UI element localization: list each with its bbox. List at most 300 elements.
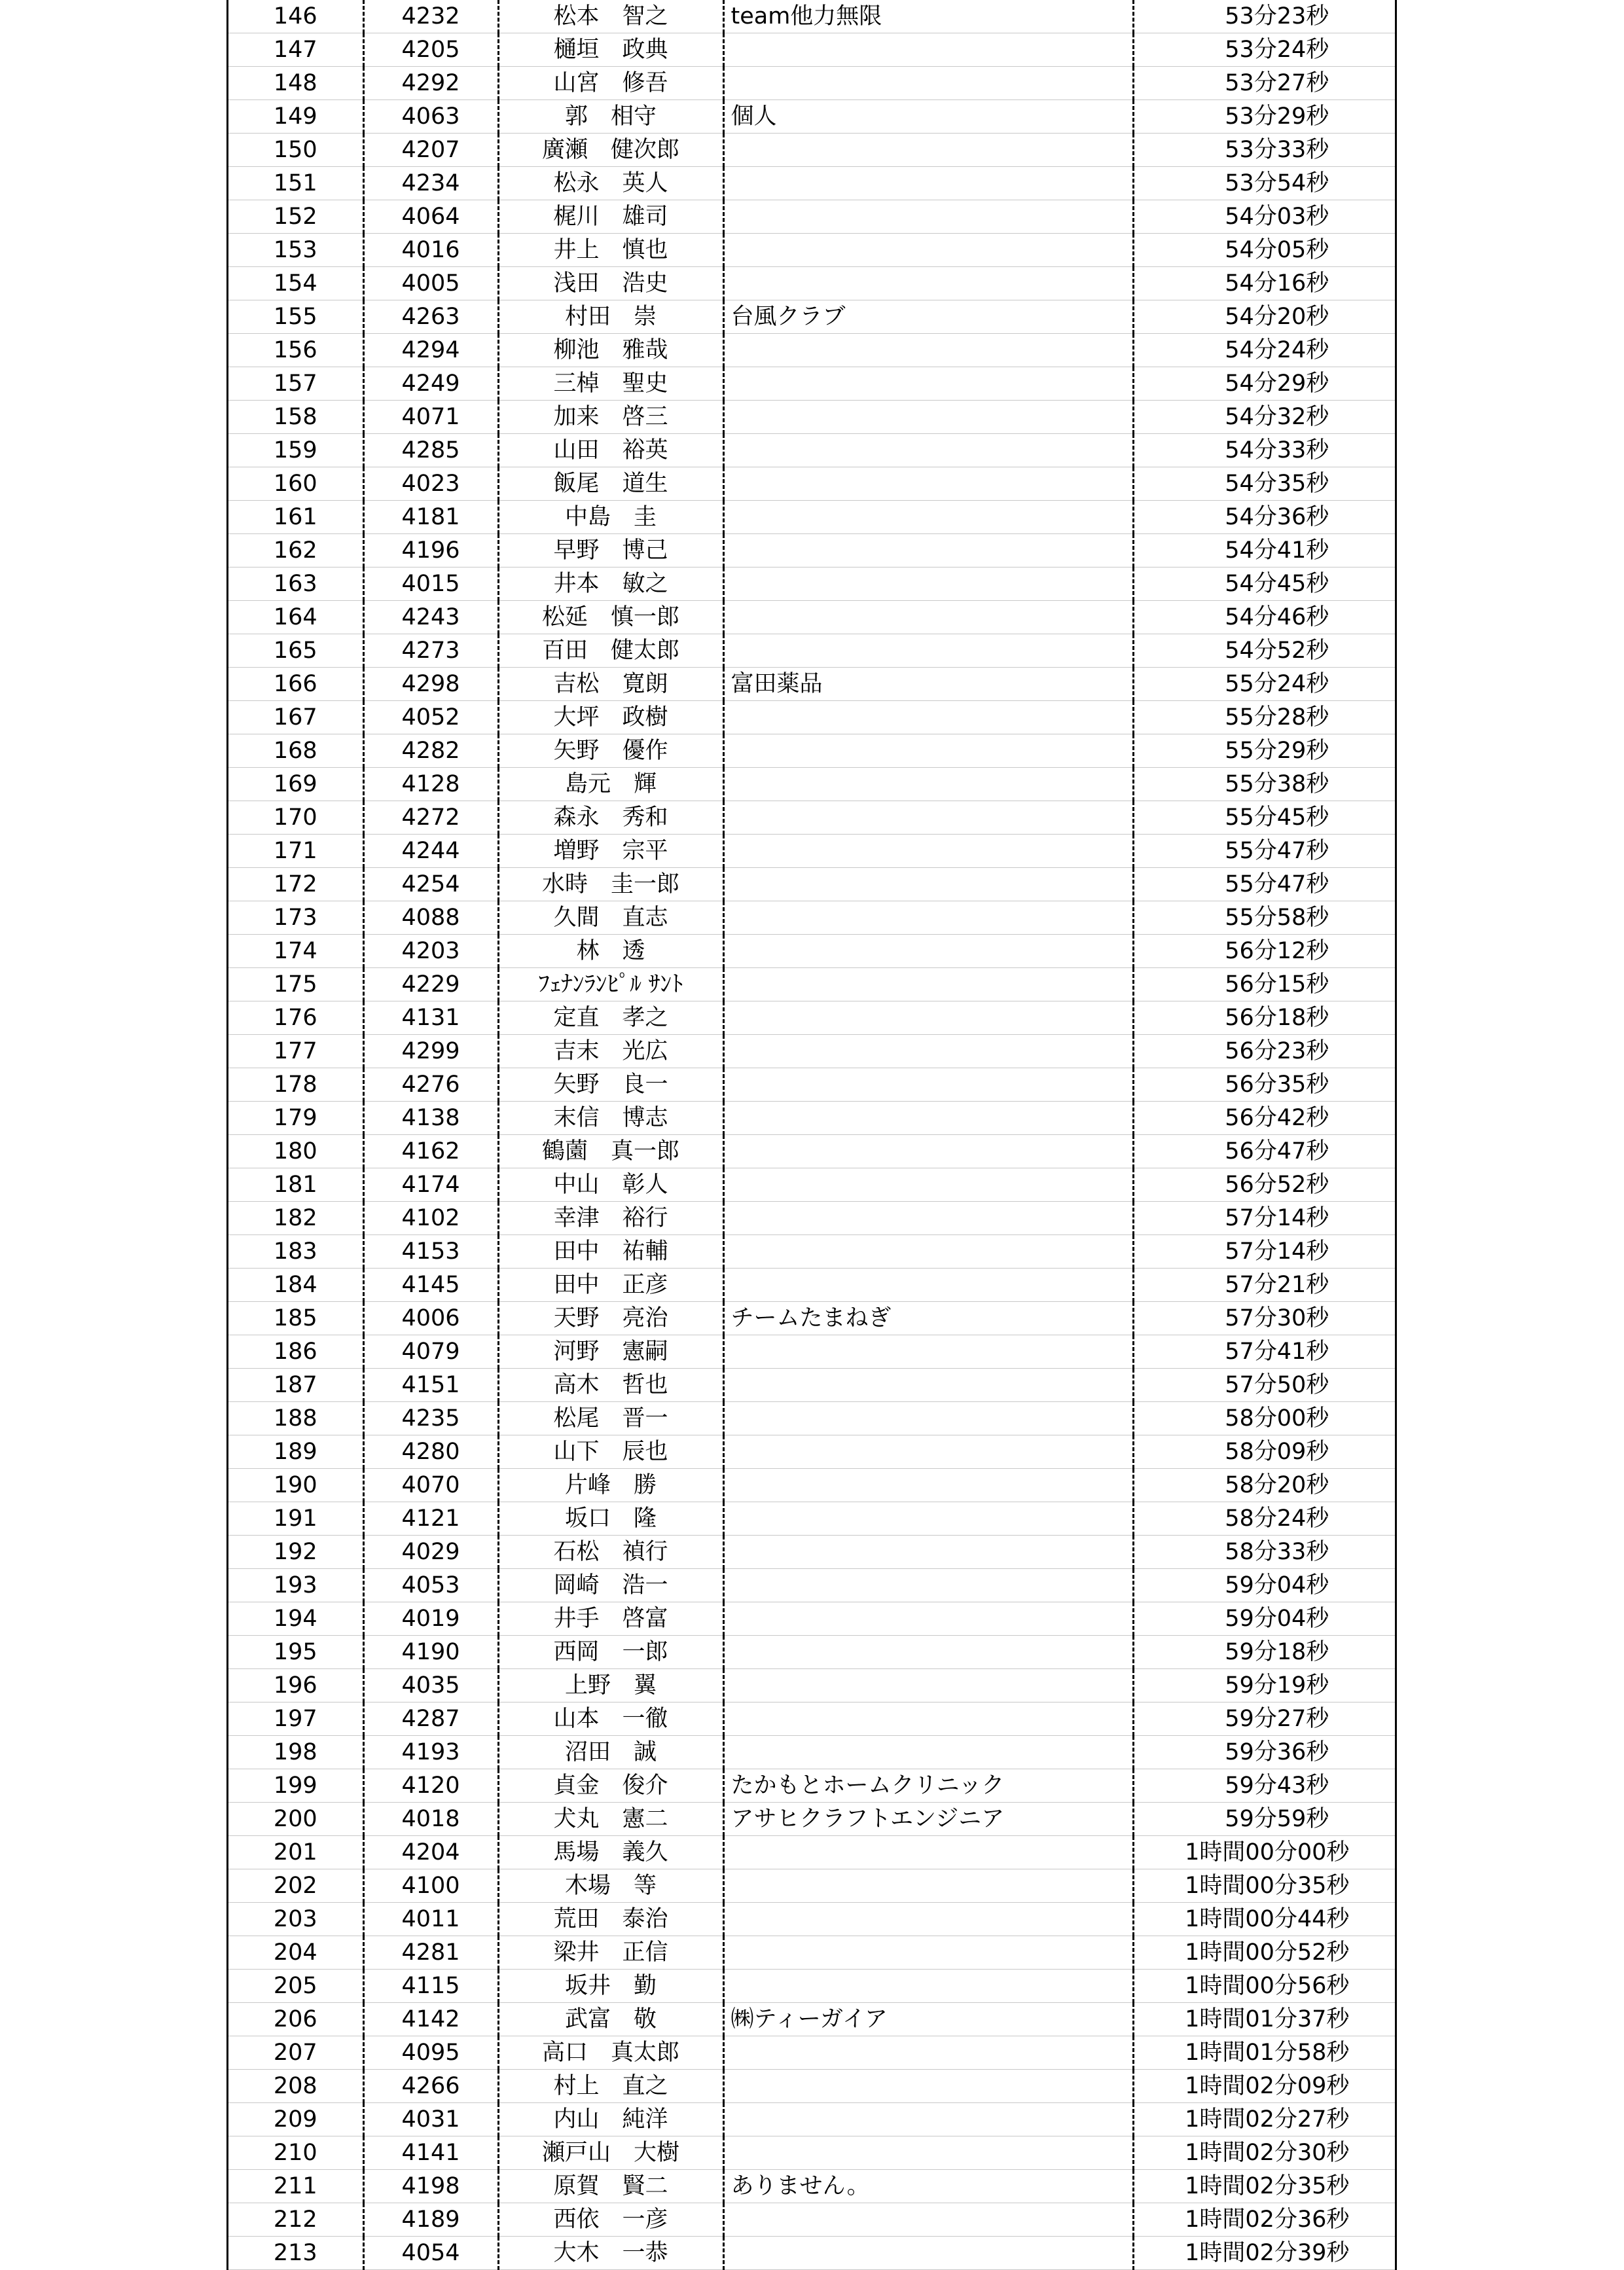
name-cell: 高口 真太郎 xyxy=(498,2036,723,2070)
time-cell: 1時間02分39秒 xyxy=(1133,2237,1395,2270)
table-row xyxy=(228,2003,1395,2036)
rank-cell: 149 xyxy=(228,100,363,134)
table-row xyxy=(228,1202,1395,1235)
time-cell: 54分24秒 xyxy=(1133,334,1395,367)
team-cell xyxy=(723,200,1133,234)
team-cell: 台風クラブ xyxy=(723,300,1133,334)
bib-cell: 4128 xyxy=(363,768,498,801)
team-cell xyxy=(723,534,1133,568)
bib-cell: 4052 xyxy=(363,701,498,734)
bib-cell: 4005 xyxy=(363,267,498,300)
table-row xyxy=(228,1970,1395,2003)
rank-cell: 170 xyxy=(228,801,363,835)
team-cell xyxy=(723,1001,1133,1035)
bib-cell: 4193 xyxy=(363,1736,498,1769)
table-row xyxy=(228,668,1395,701)
time-cell: 1時間02分27秒 xyxy=(1133,2103,1395,2136)
team-cell xyxy=(723,1736,1133,1769)
table-row xyxy=(228,968,1395,1001)
rank-cell: 209 xyxy=(228,2103,363,2136)
table-row xyxy=(228,100,1395,134)
team-cell xyxy=(723,1636,1133,1669)
rank-cell: 192 xyxy=(228,1536,363,1569)
table-row xyxy=(228,2136,1395,2170)
name-cell: 飯尾 道生 xyxy=(498,467,723,501)
bib-cell: 4287 xyxy=(363,1702,498,1736)
team-cell xyxy=(723,1970,1133,2003)
bib-cell: 4054 xyxy=(363,2237,498,2270)
table-row xyxy=(228,935,1395,968)
bib-cell: 4282 xyxy=(363,734,498,768)
team-cell: team他力無限 xyxy=(723,0,1133,33)
bib-cell: 4229 xyxy=(363,968,498,1001)
time-cell: 59分18秒 xyxy=(1133,1636,1395,1669)
name-cell: 石松 禎行 xyxy=(498,1536,723,1569)
time-cell: 1時間00分52秒 xyxy=(1133,1936,1395,1970)
table-row xyxy=(228,1736,1395,1769)
table-row xyxy=(228,1001,1395,1035)
team-cell: ありません。 xyxy=(723,2170,1133,2203)
team-cell xyxy=(723,1669,1133,1702)
name-cell: 水時 圭一郎 xyxy=(498,868,723,901)
rank-cell: 205 xyxy=(228,1970,363,2003)
time-cell: 59分19秒 xyxy=(1133,1669,1395,1702)
name-cell: 百田 健太郎 xyxy=(498,634,723,668)
name-cell: 吉末 光広 xyxy=(498,1035,723,1068)
rank-cell: 194 xyxy=(228,1602,363,1636)
name-cell: 西岡 一郎 xyxy=(498,1636,723,1669)
rank-cell: 199 xyxy=(228,1769,363,1803)
time-cell: 54分32秒 xyxy=(1133,401,1395,434)
time-cell: 1時間02分35秒 xyxy=(1133,2170,1395,2203)
bib-cell: 4272 xyxy=(363,801,498,835)
time-cell: 58分09秒 xyxy=(1133,1435,1395,1469)
name-cell: 山本 一徹 xyxy=(498,1702,723,1736)
name-cell: 柳池 雅哉 xyxy=(498,334,723,367)
name-cell: 浅田 浩史 xyxy=(498,267,723,300)
name-cell: 上野 翼 xyxy=(498,1669,723,1702)
rank-cell: 161 xyxy=(228,501,363,534)
table-row xyxy=(228,1235,1395,1269)
time-cell: 53分24秒 xyxy=(1133,33,1395,67)
team-cell xyxy=(723,234,1133,267)
table-row xyxy=(228,801,1395,835)
rank-cell: 176 xyxy=(228,1001,363,1035)
time-cell: 56分42秒 xyxy=(1133,1102,1395,1135)
bib-cell: 4153 xyxy=(363,1235,498,1269)
name-cell: 松延 慎一郎 xyxy=(498,601,723,634)
name-cell: 井上 慎也 xyxy=(498,234,723,267)
rank-cell: 188 xyxy=(228,1402,363,1435)
team-cell xyxy=(723,1402,1133,1435)
name-cell: 廣瀬 健次郎 xyxy=(498,134,723,167)
rank-cell: 165 xyxy=(228,634,363,668)
table-row xyxy=(228,2103,1395,2136)
table-row xyxy=(228,1869,1395,1903)
bib-cell: 4181 xyxy=(363,501,498,534)
bib-cell: 4035 xyxy=(363,1669,498,1702)
rank-cell: 204 xyxy=(228,1936,363,1970)
team-cell xyxy=(723,1168,1133,1202)
table-row xyxy=(228,67,1395,100)
name-cell: 幸津 裕行 xyxy=(498,1202,723,1235)
time-cell: 57分30秒 xyxy=(1133,1302,1395,1335)
time-cell: 54分35秒 xyxy=(1133,467,1395,501)
bib-cell: 4019 xyxy=(363,1602,498,1636)
bib-cell: 4235 xyxy=(363,1402,498,1435)
team-cell: たかもとホームクリニック xyxy=(723,1769,1133,1803)
name-cell: 末信 博志 xyxy=(498,1102,723,1135)
rank-cell: 156 xyxy=(228,334,363,367)
rank-cell: 169 xyxy=(228,768,363,801)
time-cell: 1時間00分00秒 xyxy=(1133,1836,1395,1869)
bib-cell: 4029 xyxy=(363,1536,498,1569)
bib-cell: 4232 xyxy=(363,0,498,33)
time-cell: 59分43秒 xyxy=(1133,1769,1395,1803)
name-cell: 森永 秀和 xyxy=(498,801,723,835)
rank-cell: 195 xyxy=(228,1636,363,1669)
table-row xyxy=(228,1469,1395,1502)
time-cell: 59分04秒 xyxy=(1133,1602,1395,1636)
bib-cell: 4053 xyxy=(363,1569,498,1602)
rank-cell: 212 xyxy=(228,2203,363,2237)
name-cell: 矢野 優作 xyxy=(498,734,723,768)
team-cell xyxy=(723,1202,1133,1235)
name-cell: 井手 啓富 xyxy=(498,1602,723,1636)
rank-cell: 207 xyxy=(228,2036,363,2070)
bib-cell: 4190 xyxy=(363,1636,498,1669)
bib-cell: 4138 xyxy=(363,1102,498,1135)
rank-cell: 210 xyxy=(228,2136,363,2170)
table-row xyxy=(228,1335,1395,1369)
name-cell: 坂井 勤 xyxy=(498,1970,723,2003)
time-cell: 55分47秒 xyxy=(1133,868,1395,901)
name-cell: 梶川 雄司 xyxy=(498,200,723,234)
team-cell xyxy=(723,501,1133,534)
table-row xyxy=(228,634,1395,668)
time-cell: 53分33秒 xyxy=(1133,134,1395,167)
team-cell xyxy=(723,734,1133,768)
name-cell: 樋垣 政典 xyxy=(498,33,723,67)
time-cell: 1時間00分35秒 xyxy=(1133,1869,1395,1903)
team-cell: 富田薬品 xyxy=(723,668,1133,701)
rank-cell: 208 xyxy=(228,2070,363,2103)
time-cell: 59分04秒 xyxy=(1133,1569,1395,1602)
time-cell: 1時間02分30秒 xyxy=(1133,2136,1395,2170)
bib-cell: 4031 xyxy=(363,2103,498,2136)
table-row xyxy=(228,1168,1395,1202)
bib-cell: 4145 xyxy=(363,1269,498,1302)
table-row xyxy=(228,1702,1395,1736)
name-cell: 荒田 泰治 xyxy=(498,1903,723,1936)
table-row xyxy=(228,1803,1395,1836)
time-cell: 54分46秒 xyxy=(1133,601,1395,634)
name-cell: 村上 直之 xyxy=(498,2070,723,2103)
team-cell: 個人 xyxy=(723,100,1133,134)
time-cell: 54分29秒 xyxy=(1133,367,1395,401)
team-cell: アサヒクラフトエンジニア xyxy=(723,1803,1133,1836)
rank-cell: 196 xyxy=(228,1669,363,1702)
rank-cell: 185 xyxy=(228,1302,363,1335)
bib-cell: 4198 xyxy=(363,2170,498,2203)
rank-cell: 211 xyxy=(228,2170,363,2203)
table-row xyxy=(228,1068,1395,1102)
time-cell: 58分24秒 xyxy=(1133,1502,1395,1536)
results-table-body xyxy=(228,0,1395,2270)
team-cell xyxy=(723,1269,1133,1302)
name-cell: 鶴薗 真一郎 xyxy=(498,1135,723,1168)
name-cell: 内山 純洋 xyxy=(498,2103,723,2136)
bib-cell: 4102 xyxy=(363,1202,498,1235)
team-cell xyxy=(723,267,1133,300)
rank-cell: 160 xyxy=(228,467,363,501)
bib-cell: 4141 xyxy=(363,2136,498,2170)
team-cell xyxy=(723,868,1133,901)
name-cell: 久間 直志 xyxy=(498,901,723,935)
time-cell: 55分45秒 xyxy=(1133,801,1395,835)
time-cell: 55分28秒 xyxy=(1133,701,1395,734)
table-row xyxy=(228,1836,1395,1869)
rank-cell: 201 xyxy=(228,1836,363,1869)
rank-cell: 179 xyxy=(228,1102,363,1135)
bib-cell: 4015 xyxy=(363,568,498,601)
table-row xyxy=(228,401,1395,434)
rank-cell: 191 xyxy=(228,1502,363,1536)
rank-cell: 150 xyxy=(228,134,363,167)
time-cell: 57分21秒 xyxy=(1133,1269,1395,1302)
table-row xyxy=(228,501,1395,534)
name-cell: 貞金 俊介 xyxy=(498,1769,723,1803)
name-cell: ﾌｪﾅﾝﾗﾝﾋﾟﾙ ｻﾝﾄ xyxy=(498,968,723,1001)
bib-cell: 4151 xyxy=(363,1369,498,1402)
name-cell: 天野 亮治 xyxy=(498,1302,723,1335)
rank-cell: 175 xyxy=(228,968,363,1001)
team-cell xyxy=(723,801,1133,835)
rank-cell: 187 xyxy=(228,1369,363,1402)
time-cell: 56分12秒 xyxy=(1133,935,1395,968)
time-cell: 54分45秒 xyxy=(1133,568,1395,601)
time-cell: 59分36秒 xyxy=(1133,1736,1395,1769)
table-row xyxy=(228,1502,1395,1536)
rank-cell: 157 xyxy=(228,367,363,401)
table-row xyxy=(228,2036,1395,2070)
team-cell xyxy=(723,701,1133,734)
name-cell: 村田 崇 xyxy=(498,300,723,334)
time-cell: 54分05秒 xyxy=(1133,234,1395,267)
rank-cell: 206 xyxy=(228,2003,363,2036)
rank-cell: 186 xyxy=(228,1335,363,1369)
team-cell xyxy=(723,1602,1133,1636)
rank-cell: 198 xyxy=(228,1736,363,1769)
name-cell: 梁井 正信 xyxy=(498,1936,723,1970)
time-cell: 57分14秒 xyxy=(1133,1235,1395,1269)
rank-cell: 153 xyxy=(228,234,363,267)
rank-cell: 159 xyxy=(228,434,363,467)
bib-cell: 4276 xyxy=(363,1068,498,1102)
table-row xyxy=(228,835,1395,868)
table-row xyxy=(228,1636,1395,1669)
rank-cell: 184 xyxy=(228,1269,363,1302)
bib-cell: 4205 xyxy=(363,33,498,67)
table-row xyxy=(228,434,1395,467)
bib-cell: 4207 xyxy=(363,134,498,167)
bib-cell: 4095 xyxy=(363,2036,498,2070)
time-cell: 54分33秒 xyxy=(1133,434,1395,467)
team-cell xyxy=(723,2103,1133,2136)
team-cell xyxy=(723,1102,1133,1135)
time-cell: 53分23秒 xyxy=(1133,0,1395,33)
table-row xyxy=(228,2070,1395,2103)
rank-cell: 181 xyxy=(228,1168,363,1202)
rank-cell: 213 xyxy=(228,2237,363,2270)
name-cell: 中山 彰人 xyxy=(498,1168,723,1202)
time-cell: 58分20秒 xyxy=(1133,1469,1395,1502)
team-cell xyxy=(723,1702,1133,1736)
time-cell: 1時間02分09秒 xyxy=(1133,2070,1395,2103)
team-cell xyxy=(723,334,1133,367)
time-cell: 58分00秒 xyxy=(1133,1402,1395,1435)
table-row xyxy=(228,601,1395,634)
bib-cell: 4204 xyxy=(363,1836,498,1869)
time-cell: 56分18秒 xyxy=(1133,1001,1395,1035)
time-cell: 55分24秒 xyxy=(1133,668,1395,701)
name-cell: 片峰 勝 xyxy=(498,1469,723,1502)
team-cell xyxy=(723,1435,1133,1469)
bib-cell: 4285 xyxy=(363,434,498,467)
rank-cell: 163 xyxy=(228,568,363,601)
team-cell xyxy=(723,1369,1133,1402)
table-row xyxy=(228,1903,1395,1936)
rank-cell: 154 xyxy=(228,267,363,300)
time-cell: 53分54秒 xyxy=(1133,167,1395,200)
time-cell: 56分47秒 xyxy=(1133,1135,1395,1168)
name-cell: 大坪 政樹 xyxy=(498,701,723,734)
team-cell xyxy=(723,935,1133,968)
time-cell: 57分14秒 xyxy=(1133,1202,1395,1235)
rank-cell: 200 xyxy=(228,1803,363,1836)
table-row xyxy=(228,33,1395,67)
bib-cell: 4281 xyxy=(363,1936,498,1970)
rank-cell: 180 xyxy=(228,1135,363,1168)
team-cell xyxy=(723,1135,1133,1168)
time-cell: 57分50秒 xyxy=(1133,1369,1395,1402)
bib-cell: 4162 xyxy=(363,1135,498,1168)
rank-cell: 202 xyxy=(228,1869,363,1903)
team-cell xyxy=(723,401,1133,434)
name-cell: 吉松 寛朗 xyxy=(498,668,723,701)
bib-cell: 4273 xyxy=(363,634,498,668)
time-cell: 1時間00分44秒 xyxy=(1133,1903,1395,1936)
bib-cell: 4120 xyxy=(363,1769,498,1803)
table-row xyxy=(228,1302,1395,1335)
team-cell xyxy=(723,1936,1133,1970)
bib-cell: 4263 xyxy=(363,300,498,334)
table-row xyxy=(228,167,1395,200)
name-cell: 島元 輝 xyxy=(498,768,723,801)
team-cell xyxy=(723,601,1133,634)
bib-cell: 4266 xyxy=(363,2070,498,2103)
bib-cell: 4294 xyxy=(363,334,498,367)
team-cell: チームたまねぎ xyxy=(723,1302,1133,1335)
rank-cell: 189 xyxy=(228,1435,363,1469)
table-row xyxy=(228,1569,1395,1602)
rank-cell: 203 xyxy=(228,1903,363,1936)
bib-cell: 4292 xyxy=(363,67,498,100)
time-cell: 56分52秒 xyxy=(1133,1168,1395,1202)
table-row xyxy=(228,200,1395,234)
bib-cell: 4243 xyxy=(363,601,498,634)
name-cell: 木場 等 xyxy=(498,1869,723,1903)
rank-cell: 173 xyxy=(228,901,363,935)
team-cell xyxy=(723,1335,1133,1369)
rank-cell: 183 xyxy=(228,1235,363,1269)
name-cell: 岡崎 浩一 xyxy=(498,1569,723,1602)
team-cell xyxy=(723,1536,1133,1569)
table-row xyxy=(228,1402,1395,1435)
table-row xyxy=(228,2170,1395,2203)
team-cell xyxy=(723,968,1133,1001)
table-row xyxy=(228,2237,1395,2270)
team-cell xyxy=(723,2036,1133,2070)
table-row xyxy=(228,234,1395,267)
name-cell: 田中 祐輔 xyxy=(498,1235,723,1269)
team-cell xyxy=(723,134,1133,167)
name-cell: 西依 一彦 xyxy=(498,2203,723,2237)
time-cell: 1時間01分58秒 xyxy=(1133,2036,1395,2070)
time-cell: 55分29秒 xyxy=(1133,734,1395,768)
table-row xyxy=(228,568,1395,601)
team-cell xyxy=(723,568,1133,601)
rank-cell: 171 xyxy=(228,835,363,868)
team-cell xyxy=(723,2203,1133,2237)
team-cell xyxy=(723,2070,1133,2103)
team-cell xyxy=(723,167,1133,200)
bib-cell: 4244 xyxy=(363,835,498,868)
team-cell xyxy=(723,768,1133,801)
table-row xyxy=(228,367,1395,401)
bib-cell: 4280 xyxy=(363,1435,498,1469)
name-cell: 林 透 xyxy=(498,935,723,968)
table-row xyxy=(228,0,1395,33)
time-cell: 53分27秒 xyxy=(1133,67,1395,100)
name-cell: 増野 宗平 xyxy=(498,835,723,868)
rank-cell: 182 xyxy=(228,1202,363,1235)
time-cell: 54分03秒 xyxy=(1133,200,1395,234)
table-row xyxy=(228,534,1395,568)
rank-cell: 193 xyxy=(228,1569,363,1602)
bib-cell: 4174 xyxy=(363,1168,498,1202)
team-cell xyxy=(723,835,1133,868)
bib-cell: 4016 xyxy=(363,234,498,267)
name-cell: 定直 孝之 xyxy=(498,1001,723,1035)
table-row xyxy=(228,1536,1395,1569)
table-row xyxy=(228,868,1395,901)
table-row xyxy=(228,1669,1395,1702)
time-cell: 55分38秒 xyxy=(1133,768,1395,801)
rank-cell: 166 xyxy=(228,668,363,701)
time-cell: 54分16秒 xyxy=(1133,267,1395,300)
table-row xyxy=(228,1936,1395,1970)
rank-cell: 167 xyxy=(228,701,363,734)
team-cell xyxy=(723,67,1133,100)
table-row xyxy=(228,267,1395,300)
rank-cell: 148 xyxy=(228,67,363,100)
name-cell: 松永 英人 xyxy=(498,167,723,200)
table-row xyxy=(228,768,1395,801)
bib-cell: 4023 xyxy=(363,467,498,501)
rank-cell: 151 xyxy=(228,167,363,200)
time-cell: 57分41秒 xyxy=(1133,1335,1395,1369)
